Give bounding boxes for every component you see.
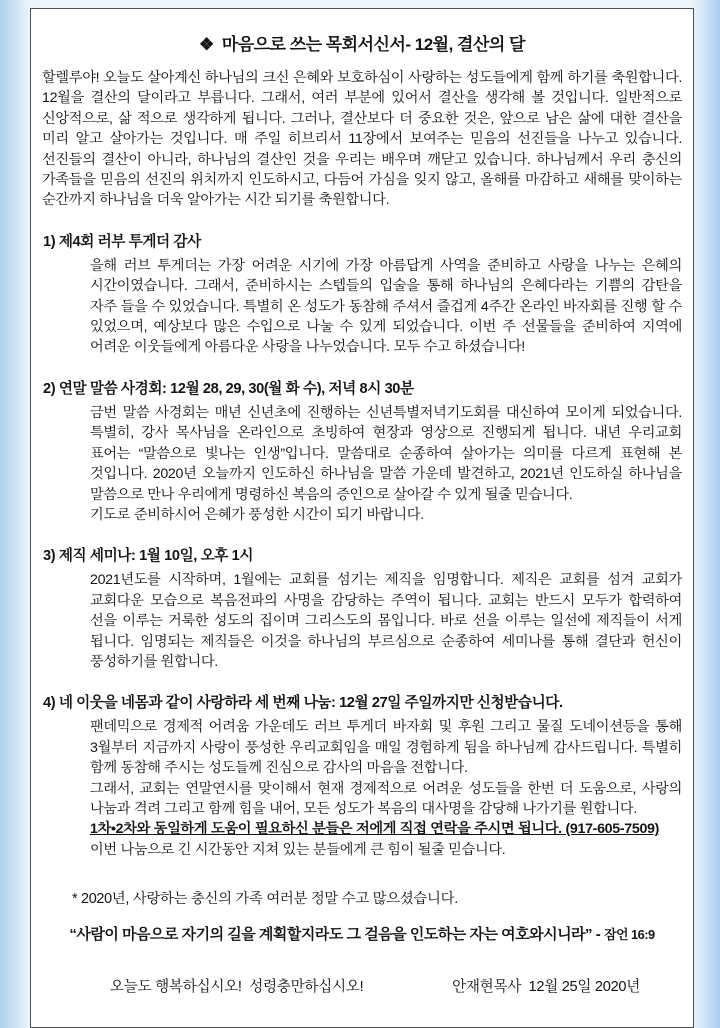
scripture-quote xyxy=(42,923,682,944)
closing-line xyxy=(42,975,682,996)
pastoral-letter-page xyxy=(30,8,694,1028)
section-paragraph: 그래서, 교회는 연말연시를 맞이해서 현재 경제적으로 어려운 성도들을 한번 더 도움으로, 사랑의 나눔과 격려 그리고 함께 힘을 내어, 모든 성도가 복음의 대사명을 감당해 나가기를 원합니다. xyxy=(90,780,682,817)
section-4-body xyxy=(90,717,682,860)
section-1-body xyxy=(90,256,682,358)
section-2-body xyxy=(90,403,682,525)
closing-signature-date: 안재현목사 12월 25일 2020년 xyxy=(452,979,640,996)
section-deacon-seminar xyxy=(42,544,682,672)
section-paragraph: 2021년도를 시작하며, 1월에는 교회를 섬기는 제직을 임명합니다. 제직은 교회를 섬겨 교회가 교회다운 모습으로 복음전파의 사명을 감당하는 주역이 됩니다. 교회는 반드시 모두가 합력하여 선을 이루는 거룩한 성도의 집이며 그리스도의 몸입니다. 바로 선을 이루는 일선에 제직들이 서게 됩니다. 임명되는 제직들은 이것을 하나님의 부르심으로 순종하여 세미나를 통해 결단과 헌신이 풍성하기를 원합니다. xyxy=(90,572,682,670)
section-paragraph: 을해 러브 투게더는 가장 어려운 시기에 가장 아름답게 사역을 준비하고 사랑을 나누는 은혜의 시간이였습니다. 그래서, 준비하시는 스텝들의 입술을 통해 하나님의 은혜다라는 기쁨의 감탄을 자주 들을 수 있었습니다. 특별히 온 성도가 동참해 주셔서 즐겁게 4주간 온라인 바자회를 진행 할 수 있었으며, 예상보다 많은 수입으로 나눌 수 있게 되었습니다. 이번 주 선물들을 준비하여 지역에 어려운 이웃들에게 아름다운 사랑을 나누었습니다. 모두 수고 하셨습니다! xyxy=(90,257,682,356)
section-love-together xyxy=(42,230,682,358)
section-paragraph: 금번 말씀 사경회는 매년 신년초에 진행하는 신년특별저녁기도회를 대신하여 모이게 되었습니다. 특별히, 강사 목사님을 온라인으로 초빙하여 현장과 영상으로 진행되게 됩니다. 내년 우리교회 표어는 “말씀으로 빛나는 인생”입니다. 말씀대로 순종하여 살아가는 의미를 다르게 표현해 본 것입니다. 2020년 오늘까지 인도하신 하나님을 말씀 가운데 발견하고, 2021년 인도하실 하나님을 말씀으로 만나 우리에게 명령하신 복음의 증인으로 살아갈 수 있게 될줄 믿습니다. xyxy=(90,404,682,503)
section-2-heading: 2) 연말 말씀 사경회: 12월 28, 29, 30(월 화 수), 저녁 8시 30분 xyxy=(43,380,414,397)
contact-highlight-line: 1차•2차와 동일하게 도움이 필요하신 분들은 저에게 직접 연락을 주시면 됩니다. (917-605-7509) xyxy=(90,821,660,838)
section-1-heading: 1) 제4회 러부 투게더 감사 xyxy=(43,233,201,250)
section-third-sharing xyxy=(42,691,682,860)
section-paragraph: 팬데믹으로 경제적 어려움 가운데도 러브 투게더 바자회 및 후원 그리고 물질 도네이션등을 통해 3월부터 지금까지 사랑이 풍성한 우리교회임을 매일 경험하게 됨을 하나님께 감사드립니다. 특별히 함께 동참해 주시는 성도들께 진심으로 감사의 마음을 전합니다. xyxy=(90,719,682,777)
diamond-icon: ❖ xyxy=(199,35,214,54)
page-title xyxy=(42,30,682,55)
section-3-heading: 3) 제직 세미나: 1월 10일, 오후 1시 xyxy=(43,548,254,565)
section-3-body xyxy=(90,570,682,672)
quote-text: “사람이 마음으로 자기의 길을 계획할지라도 그 걸음을 인도하는 자는 여호와시니라” - xyxy=(69,926,601,944)
section-year-end-bible-conference xyxy=(42,377,682,525)
section-paragraph: 이번 나눔으로 긴 시간동안 지쳐 있는 분들에게 큰 힘이 될줄 믿습니다. xyxy=(90,841,506,858)
section-paragraph: 기도로 준비하시어 은혜가 풍성한 시간이 되기 바랍니다. xyxy=(90,506,424,523)
quote-reference: 잠언 16:9 xyxy=(604,927,655,943)
section-4-heading: 4) 네 이웃을 네몸과 같이 사랑하라 세 번째 나눔: 12월 27일 주일까지만 신청받습니다. xyxy=(43,695,563,712)
closing-blessing: 오늘도 행복하십시오! 성령충만하십시오! xyxy=(110,979,364,996)
thank-you-note: * 2020년, 사랑하는 충신의 가족 여러분 정말 수고 많으셨습니다. xyxy=(72,891,458,908)
intro-paragraph: 할렐루야! 오늘도 살아계신 하나님의 크신 은혜와 보호하심이 사랑하는 성도들에게 함께 하기를 축원합니다. 12월을 결산의 달이라고 부릅니다. 그래서, 여러 부분에 있어서 결산을 생각해 볼 것입니다. 일반적으로 신앙적으로, 삶 적으로 생각하게 됩니다. 그러나, 결산보다 더 중요한 것은, 앞으로 남은 삶에 대한 결산을 미리 알고 살아가는 것입니다. 매 주일 히브리서 11장에서 보여주는 믿음의 선진들을 나누고 있습니다. 선진들의 결산이 아니라, 하나님의 결산인 것을 우리는 배우며 깨닫고 있습니다. 하나님께서 우리 충신의 가족들을 믿음의 선진의 위치까지 인도하시고, 다듬어 가심을 잊지 않고, 올해를 마감하고 새해를 맞이하는 순간까지 하나님을 더욱 알아가는 시간 되기를 축원합니다. xyxy=(42,70,682,209)
page-title-text: 마음으로 쓰는 목회서신서- 12월, 결산의 달 xyxy=(221,35,525,54)
